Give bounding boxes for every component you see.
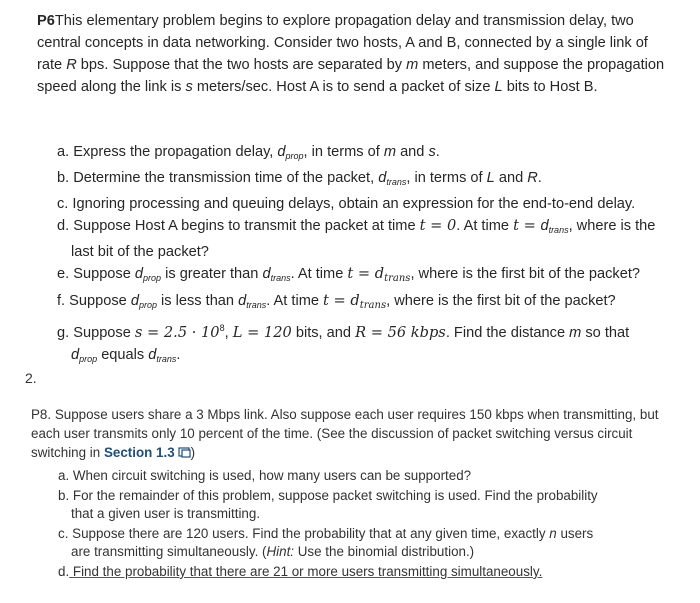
p8-item-b: b. For the remainder of this problem, suppose packet switching is used. Find the probability that a given user is transmitting. [58, 487, 598, 522]
problem-p8-items [58, 467, 678, 583]
p8-item-a: a. When circuit switching is used, how many users can be supported? [58, 468, 472, 483]
problem-tag: P6 [37, 13, 55, 29]
item-e: e. Suppose $d_{prop}$ is greater than $d_{trans}$. At time $t = d_{trans}$, where is the first bit of the packet? [57, 265, 640, 284]
p8-item-c: c. Suppose there are 120 users. Find the probability that at any given time, exactly n users are transmitting simultaneously. (Hint: Use the binomial distribution.) [58, 525, 594, 560]
item-g: g. Suppose $s = 2.5 \cdot 10^8$, L = 120 bits, and R = 56 kbps. Find the distance m so that $d_{prop}$ equals $d_{trans}$. [57, 323, 630, 364]
section-link[interactable]: Section 1.3 [103, 445, 175, 461]
item-a: a. Express the propagation delay, $d_{prop}$, in terms of m and s. [57, 144, 440, 161]
external-link-icon[interactable] [178, 447, 191, 458]
item-d: d. Suppose Host A begins to transmit the packet at time t = 0. At time $t = d_{trans}$, where is the last bit of the packet? [57, 217, 656, 260]
problem-p8-intro: P8. Suppose users share a 3 Mbps link. Also suppose each user requires 150 kbps when transmitting, but each user transmits only 10 percent of the time. (See the discussion of packet switching versus circuit switching in Section 1.3 ) [31, 407, 659, 461]
p8-item-d: d. Find the probability that there are 21 or more users transmitting simultaneously. [58, 563, 543, 579]
item-b: b. Determine the transmission time of the packet, $d_{trans}$, in terms of L and R. [57, 170, 542, 187]
question-number: 2. [25, 370, 37, 386]
item-f: f. Suppose $d_{prop}$ is less than $d_{trans}$. At time $t = d_{trans}$, where is the first bit of the packet? [57, 292, 616, 311]
item-c: c. Ignoring processing and queuing delays, obtain an expression for the end-to-end delay. [57, 196, 636, 212]
problem-p6-items [57, 141, 677, 370]
problem-p6-intro: P6This elementary problem begins to explore propagation delay and transmission delay, two central concepts in data networking. Consider two hosts, A and B, connected by a single link of rate R bps. Suppose that the two hosts are separated by m meters, and suppose the propagation speed along the link is s meters/sec. Host A is to send a packet of size L bits to Host B. [37, 13, 665, 95]
